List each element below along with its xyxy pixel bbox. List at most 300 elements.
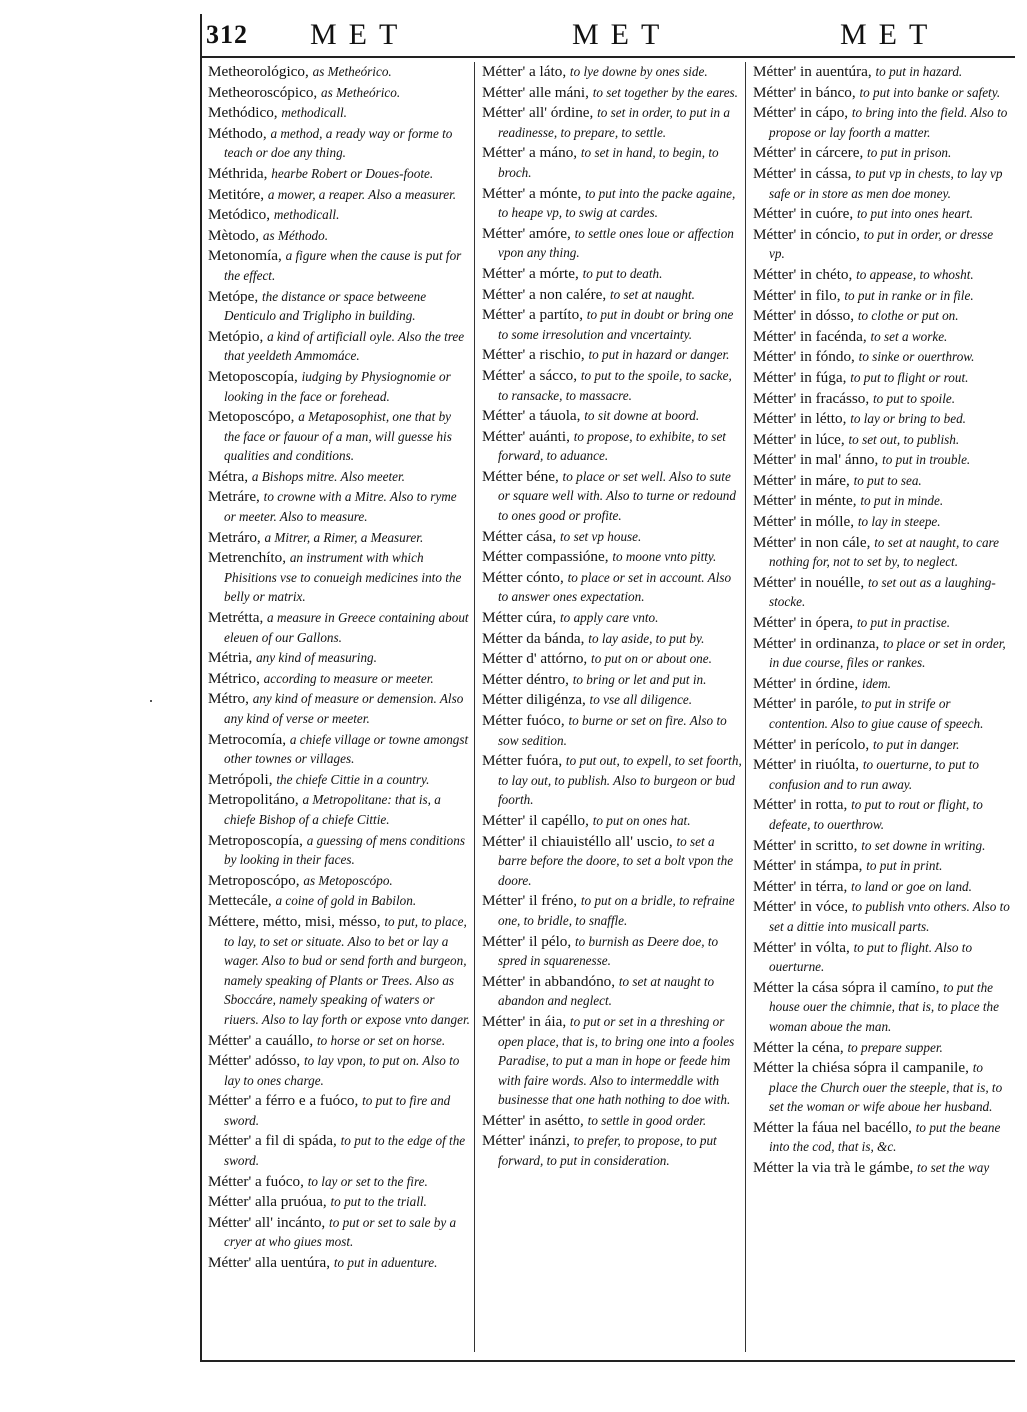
dictionary-entry bbox=[753, 877, 1011, 897]
entry-headword: Métter' in facénda, bbox=[753, 327, 867, 345]
dictionary-entry bbox=[753, 62, 1011, 82]
entry-definition: a Metropolitane: that is, a chiefe Bishop of a chiefe Cittie. bbox=[224, 792, 441, 827]
entry-headword: Méthrida, bbox=[208, 164, 268, 182]
entry-definition: the distance or space betweene Denticulo and Triglipho in building. bbox=[224, 288, 427, 324]
entry-headword: Métter' alle máni, bbox=[482, 83, 589, 101]
dictionary-entry bbox=[482, 1131, 742, 1170]
entry-definition: any kind of measure or demension. Also any kind of verse or meeter. bbox=[224, 691, 464, 726]
dictionary-entry bbox=[482, 305, 742, 344]
entry-definition: to place or set in order, in due course, files or rankes. bbox=[769, 635, 1006, 671]
dictionary-entry bbox=[208, 185, 470, 205]
dictionary-entry bbox=[208, 730, 470, 769]
entry-definition: to put in trouble. bbox=[882, 452, 971, 468]
dictionary-entry bbox=[208, 689, 470, 728]
dictionary-entry bbox=[208, 246, 470, 285]
entry-headword: Métter' in perícolo, bbox=[753, 735, 870, 753]
entry-headword: Métter la via trà le gámbe, bbox=[753, 1159, 914, 1177]
dictionary-entry bbox=[208, 62, 470, 82]
entry-definition: to put to the spoile, to sacke, to ransacke, to massacre. bbox=[498, 367, 732, 403]
entry-headword: Métter' in stámpa, bbox=[753, 857, 863, 875]
entry-headword: Methódico, bbox=[208, 104, 278, 122]
entry-headword: Métter diligénza, bbox=[482, 691, 586, 709]
dictionary-entry bbox=[208, 1051, 470, 1090]
dictionary-entry bbox=[482, 608, 742, 628]
entry-headword: Métter compassióne, bbox=[482, 548, 609, 566]
entry-headword: Métter' in máre, bbox=[753, 471, 850, 489]
entry-definition: a measure in Greece containing about eleuen of our Gallons. bbox=[224, 610, 469, 645]
dictionary-entry bbox=[208, 891, 470, 911]
entry-definition: to put to flight or rout. bbox=[850, 369, 969, 385]
entry-definition: a method, a ready way or forme to teach or doe any thing. bbox=[224, 125, 453, 161]
dictionary-entry bbox=[482, 1012, 742, 1110]
dictionary-entry bbox=[482, 547, 742, 567]
entry-definition: methodicall. bbox=[281, 105, 347, 121]
entry-headword: Métria, bbox=[208, 649, 253, 667]
dictionary-entry bbox=[482, 972, 742, 1011]
dictionary-entry bbox=[482, 1111, 742, 1131]
entry-definition: to prefer, to propose, to put forward, to put in consideration. bbox=[498, 1133, 717, 1169]
entry-headword: Métter' in ópera, bbox=[753, 614, 854, 632]
entry-headword: Métter' in cóncio, bbox=[753, 225, 860, 243]
entry-definition: to put into banke or safety. bbox=[859, 84, 1001, 100]
entry-headword: Métter' in dósso, bbox=[753, 307, 855, 325]
dictionary-entry bbox=[208, 487, 470, 526]
entry-headword: Metópe, bbox=[208, 287, 259, 305]
dictionary-entry bbox=[208, 287, 470, 326]
entry-definition: to put or set to sale by a cryer at who giues most. bbox=[224, 1214, 457, 1250]
column-divider bbox=[745, 62, 746, 1352]
entry-definition: to settle in good order. bbox=[587, 1112, 707, 1128]
entry-headword: Métter cónto, bbox=[482, 568, 564, 586]
entry-headword: Métter' amóre, bbox=[482, 224, 571, 242]
dictionary-entry bbox=[208, 226, 470, 246]
entry-headword: Métter' a non calére, bbox=[482, 285, 607, 303]
entry-definition: to set downe in writing. bbox=[861, 837, 986, 853]
entry-definition: to put to rout or flight, to defeate, to ouerthrow. bbox=[769, 797, 983, 832]
entry-headword: Metópio, bbox=[208, 327, 264, 345]
entry-headword: Métter' in cárcere, bbox=[753, 144, 864, 162]
entry-headword: Métter' in nouélle, bbox=[753, 573, 865, 591]
dictionary-entry bbox=[208, 205, 470, 225]
dictionary-entry bbox=[753, 897, 1011, 936]
entry-headword: Métrico, bbox=[208, 669, 260, 687]
dictionary-entry bbox=[753, 450, 1011, 470]
dictionary-entry bbox=[482, 527, 742, 547]
bottom-rule bbox=[200, 1360, 1015, 1362]
entry-headword: Métter' a fuóco, bbox=[208, 1172, 304, 1190]
entry-definition: to put to death. bbox=[582, 265, 663, 281]
entry-definition: to put on or about one. bbox=[591, 651, 712, 667]
entry-headword: Métter' a sácco, bbox=[482, 366, 578, 384]
entry-headword: Métter' in mólle, bbox=[753, 513, 855, 531]
entry-headword: Métter' a láto, bbox=[482, 63, 567, 80]
entry-headword: Méthodo, bbox=[208, 124, 267, 142]
entry-headword: Metráro, bbox=[208, 528, 261, 546]
dictionary-entry bbox=[482, 285, 742, 305]
dictionary-entry bbox=[482, 467, 742, 526]
entry-headword: Metroposcopía, bbox=[208, 831, 303, 849]
entry-definition: to lay vpon, to put on. Also to lay to ones charge. bbox=[224, 1053, 460, 1088]
entry-definition: to place the Church ouer the steeple, that is, to set the woman or wife aboue her husband. bbox=[769, 1060, 1003, 1115]
entry-definition: to set vp house. bbox=[560, 528, 642, 544]
entry-definition: to lay or set to the fire. bbox=[307, 1173, 428, 1189]
entry-definition: to put in ranke or in file. bbox=[844, 287, 974, 303]
entry-definition: as Metheórico. bbox=[312, 64, 392, 79]
entry-definition: to ouerturne, to put to confusion and to run away. bbox=[769, 757, 979, 792]
column-divider bbox=[474, 62, 475, 1352]
entry-definition: to lay in steepe. bbox=[857, 514, 941, 530]
dictionary-entry bbox=[753, 978, 1011, 1037]
entry-definition: the chiefe Cittie in a country. bbox=[276, 771, 430, 787]
dictionary-entry bbox=[753, 1158, 1011, 1178]
dictionary-entry bbox=[753, 1058, 1011, 1117]
dictionary-entry bbox=[753, 573, 1011, 612]
entry-definition: a guessing of mens conditions by looking in their faces. bbox=[224, 832, 465, 868]
entry-headword: Métter' in lúce, bbox=[753, 430, 845, 448]
entry-headword: Métter' in abbandóno, bbox=[482, 972, 616, 990]
entry-definition: a figure when the cause is put for the effect. bbox=[224, 248, 462, 283]
dictionary-entry bbox=[482, 832, 742, 891]
entry-definition: to put in aduenture. bbox=[333, 1255, 438, 1271]
entry-headword: Métter' a mórte, bbox=[482, 264, 579, 282]
entry-definition: to put to sea. bbox=[853, 472, 922, 488]
entry-definition: to set a worke. bbox=[870, 328, 948, 344]
entry-headword: Métter' a fil di spáda, bbox=[208, 1132, 337, 1150]
dictionary-entry bbox=[753, 409, 1011, 429]
dictionary-entry bbox=[208, 648, 470, 668]
entry-headword: Metroposcópo, bbox=[208, 871, 300, 889]
entry-headword: Metoposcópo, bbox=[208, 408, 295, 426]
dictionary-entry bbox=[482, 345, 742, 365]
entry-definition: to set the way bbox=[917, 1160, 990, 1176]
entry-headword: Metropolitáno, bbox=[208, 791, 299, 809]
entry-headword: Metrenchíto, bbox=[208, 549, 287, 567]
entry-definition: to put or set in a threshing or open place, that is, to bring one into a fooles Paradise, to put a man in hope or feede him with faire words. Also to intermeddle with businesse that one hath nothing to doe with. bbox=[498, 1013, 735, 1108]
entry-headword: Metheorológico, bbox=[208, 63, 309, 80]
entry-definition: to put in prison. bbox=[867, 145, 952, 161]
entry-definition: to put in danger. bbox=[872, 736, 960, 752]
entry-headword: Metráre, bbox=[208, 488, 260, 506]
dictionary-entry bbox=[208, 83, 470, 103]
dictionary-entry bbox=[753, 430, 1011, 450]
dictionary-entry bbox=[482, 224, 742, 263]
entry-definition: to set together by the eares. bbox=[592, 84, 738, 100]
dictionary-entry bbox=[208, 871, 470, 891]
dictionary-entry bbox=[208, 367, 470, 406]
entry-definition: a kind of artificiall oyle. Also the tree that yeeldeth Ammomáce. bbox=[224, 328, 465, 364]
dictionary-entry bbox=[753, 143, 1011, 163]
entry-headword: Métter' il pélo, bbox=[482, 932, 572, 950]
entry-headword: Métter' in bánco, bbox=[753, 83, 856, 101]
entry-definition: to moone vnto pitty. bbox=[612, 549, 717, 565]
running-head-left: MET bbox=[310, 18, 410, 51]
dictionary-entry bbox=[753, 347, 1011, 367]
entry-definition: to place or set in account. Also to answer ones expectation. bbox=[498, 569, 732, 605]
dictionary-entry bbox=[208, 1213, 470, 1252]
dictionary-entry bbox=[753, 795, 1011, 834]
entry-headword: Métter la fáua nel bacéllo, bbox=[753, 1118, 912, 1136]
dictionary-entry bbox=[208, 103, 470, 123]
entry-definition: as Metoposcópo. bbox=[303, 872, 393, 888]
dictionary-entry bbox=[482, 670, 742, 690]
dictionary-entry bbox=[753, 306, 1011, 326]
entry-definition: to lay or bring to bed. bbox=[850, 411, 966, 427]
dictionary-entry bbox=[753, 836, 1011, 856]
entry-definition: idem. bbox=[862, 675, 891, 691]
dictionary-entry bbox=[482, 184, 742, 223]
entry-headword: Métter' a táuola, bbox=[482, 407, 581, 425]
entry-headword: Metrópoli, bbox=[208, 770, 273, 788]
entry-headword: Métter' in filo, bbox=[753, 286, 841, 304]
entry-definition: a Metaposophist, one that by the face or fauour of a man, will guesse his qualities and conditions. bbox=[224, 409, 452, 464]
entry-definition: to put on a bridle, to refraine one, to bridle, to snaffle. bbox=[498, 893, 735, 928]
entry-headword: Métter' in cássa, bbox=[753, 164, 852, 182]
entry-headword: Métter fuóra, bbox=[482, 752, 563, 770]
entry-headword: Métter' in non cále, bbox=[753, 533, 871, 551]
entry-definition: to put in doubt or bring one to some irresolution and vncertainty. bbox=[498, 307, 734, 342]
dictionary-entry bbox=[753, 512, 1011, 532]
entry-definition: to put to the edge of the sword. bbox=[224, 1133, 466, 1169]
entry-headword: Métter' inánzi, bbox=[482, 1132, 570, 1150]
dictionary-entry bbox=[753, 735, 1011, 755]
entry-headword: Métter déntro, bbox=[482, 670, 569, 688]
entry-definition: to put to flight. Also to ouerturne. bbox=[769, 939, 973, 975]
entry-definition: to vse all diligence. bbox=[589, 692, 693, 708]
ink-speck bbox=[150, 700, 152, 702]
dictionary-entry bbox=[208, 770, 470, 790]
entry-headword: Métter' auánti, bbox=[482, 427, 570, 445]
dictionary-entry bbox=[753, 327, 1011, 347]
entry-definition: to put in minde. bbox=[860, 493, 944, 509]
entry-definition: to bring or let and put in. bbox=[572, 671, 707, 687]
entry-definition: to set at naught. bbox=[609, 286, 695, 302]
entry-headword: Métter' in scritto, bbox=[753, 836, 858, 854]
entry-definition: to put on ones hat. bbox=[592, 812, 691, 828]
entry-headword: Métter da bánda, bbox=[482, 629, 585, 647]
entry-headword: Métter' il capéllo, bbox=[482, 811, 589, 829]
entry-headword: Métter' in rotta, bbox=[753, 796, 848, 814]
entry-definition: to horse or set on horse. bbox=[317, 1032, 446, 1048]
entry-headword: Métter' in vóce, bbox=[753, 898, 849, 916]
entry-definition: iudging by Physiognomie or looking in the face or forehead. bbox=[224, 368, 451, 404]
entry-definition: to appease, to whosht. bbox=[856, 266, 974, 282]
entry-headword: Métter' a máno, bbox=[482, 144, 578, 162]
entry-headword: Métter d' attórno, bbox=[482, 650, 588, 668]
dictionary-entry bbox=[753, 613, 1011, 633]
dictionary-entry bbox=[753, 389, 1011, 409]
entry-definition: to bring into the field. Also to propose or lay foorth a matter. bbox=[769, 105, 1008, 140]
dictionary-entry bbox=[753, 533, 1011, 572]
entry-definition: an instrument with which Phisitions vse to conueigh medicines into the belly or matrix. bbox=[224, 550, 462, 605]
dictionary-entry bbox=[753, 491, 1011, 511]
entry-headword: Métter' in fracásso, bbox=[753, 389, 870, 407]
dictionary-entry bbox=[208, 548, 470, 607]
entry-headword: Métter' all' órdine, bbox=[482, 104, 594, 122]
entry-definition: to lay aside, to put by. bbox=[588, 630, 705, 646]
dictionary-entry bbox=[753, 225, 1011, 264]
entry-headword: Métter béne, bbox=[482, 467, 559, 485]
dictionary-entry bbox=[482, 264, 742, 284]
entry-definition: as Méthodo. bbox=[262, 227, 329, 243]
dictionary-entry bbox=[208, 790, 470, 829]
entry-headword: Métter' in órdine, bbox=[753, 674, 859, 692]
dictionary-entry bbox=[482, 751, 742, 810]
dictionary-entry bbox=[482, 427, 742, 466]
entry-headword: Mètodo, bbox=[208, 226, 260, 244]
entry-headword: Métter' in chéto, bbox=[753, 265, 853, 283]
dictionary-entry bbox=[482, 568, 742, 607]
entry-definition: to put to spoile. bbox=[872, 390, 956, 406]
entry-definition: to settle ones loue or affection vpon any thing. bbox=[498, 225, 734, 261]
dictionary-entry bbox=[753, 938, 1011, 977]
entry-headword: Métter' in létto, bbox=[753, 410, 847, 428]
dictionary-entry bbox=[482, 406, 742, 426]
dictionary-entry bbox=[208, 467, 470, 487]
entry-definition: according to measure or meeter. bbox=[263, 670, 434, 686]
entry-definition: to burnish as Deere doe, to spred in squarenesse. bbox=[498, 933, 719, 969]
dictionary-entry bbox=[208, 831, 470, 870]
entry-definition: to put to fire and sword. bbox=[224, 1093, 451, 1128]
dictionary-entry bbox=[753, 694, 1011, 733]
entry-definition: to publish vnto others. Also to set a dittie into musicall parts. bbox=[769, 899, 1010, 934]
entry-definition: to put in strife or contention. Also to giue cause of speech. bbox=[769, 696, 984, 731]
dictionary-entry bbox=[208, 1131, 470, 1170]
dictionary-entry bbox=[482, 366, 742, 405]
entry-headword: Métter' in mal' ánno, bbox=[753, 451, 879, 469]
left-border-rule bbox=[200, 14, 202, 1362]
entry-headword: Métra, bbox=[208, 467, 249, 485]
dictionary-entry bbox=[482, 891, 742, 930]
dictionary-entry bbox=[482, 811, 742, 831]
entry-headword: Métter' alla uentúra, bbox=[208, 1254, 331, 1272]
entry-headword: Métter' in auentúra, bbox=[753, 63, 872, 80]
entry-headword: Métter fuóco, bbox=[482, 712, 565, 729]
entry-definition: a mower, a reaper. Also a measurer. bbox=[267, 186, 457, 202]
entry-definition: to set at naught, to care nothing for, not to set by, to neglect. bbox=[769, 534, 1000, 570]
dictionary-entry bbox=[753, 265, 1011, 285]
entry-definition: to set in hand, to begin, to broch. bbox=[498, 145, 719, 180]
entry-headword: Métro, bbox=[208, 690, 249, 708]
running-head-right: MET bbox=[840, 18, 940, 51]
entry-headword: Mettecále, bbox=[208, 892, 272, 910]
entry-definition: to clothe or put on. bbox=[857, 308, 959, 324]
entry-headword: Métter' in cápo, bbox=[753, 104, 849, 122]
entry-definition: to prepare supper. bbox=[847, 1039, 943, 1055]
entry-headword: Métter' il chiauistéllo all' uscio, bbox=[482, 832, 673, 850]
dictionary-entry bbox=[753, 204, 1011, 224]
entry-headword: Métter' a cauállo, bbox=[208, 1031, 314, 1049]
dictionary-entry bbox=[753, 286, 1011, 306]
dictionary-entry bbox=[208, 1172, 470, 1192]
dictionary-entry bbox=[208, 164, 470, 184]
running-head-center: MET bbox=[572, 18, 672, 51]
entry-definition: to burne or set on fire. Also to sow sedition. bbox=[498, 713, 727, 748]
dictionary-entry bbox=[482, 711, 742, 750]
entry-headword: Métter' in asétto, bbox=[482, 1111, 584, 1129]
entry-headword: Métter cása, bbox=[482, 527, 557, 545]
entry-definition: to set at naught to abandon and neglect. bbox=[498, 973, 715, 1009]
entry-definition: to put the beane into the cod, that is, &c. bbox=[769, 1119, 1001, 1155]
entry-definition: to set out as a laughing-stocke. bbox=[769, 574, 996, 610]
entry-headword: Métter' in cuóre, bbox=[753, 205, 854, 223]
dictionary-entry bbox=[753, 164, 1011, 203]
entry-headword: Métter' in ménte, bbox=[753, 492, 857, 510]
dictionary-entry bbox=[208, 528, 470, 548]
entry-definition: any kind of measuring. bbox=[256, 650, 377, 666]
entry-headword: Métter' a rischio, bbox=[482, 346, 585, 364]
entry-headword: Metrétta, bbox=[208, 609, 264, 627]
entry-definition: to put in practise. bbox=[856, 615, 950, 631]
entry-headword: Méttere, métto, misi, mésso, bbox=[208, 912, 381, 930]
dictionary-entry bbox=[208, 124, 470, 163]
entry-headword: Métter' all' incánto, bbox=[208, 1213, 326, 1231]
entry-definition: hearbe Robert or Doues-foote. bbox=[271, 165, 434, 181]
entry-headword: Métter cúra, bbox=[482, 609, 557, 627]
page-number: 312 bbox=[206, 20, 248, 49]
entry-definition: to put in hazard or danger. bbox=[588, 347, 730, 363]
entry-definition: to put into the packe againe, to heape vp, to swig at cardes. bbox=[498, 185, 736, 221]
entry-headword: Métter' in paróle, bbox=[753, 695, 858, 713]
dictionary-entry bbox=[208, 407, 470, 466]
entry-headword: Métter' a mónte, bbox=[482, 184, 582, 202]
header-rule bbox=[200, 56, 1015, 58]
entry-definition: a Bishops mitre. Also meeter. bbox=[251, 468, 405, 484]
entry-definition: to set in order, to put in a readinesse, to prepare, to settle. bbox=[498, 105, 730, 140]
entry-headword: Métter' alla pruóua, bbox=[208, 1193, 327, 1211]
entry-headword: Métter' in ordinanza, bbox=[753, 634, 880, 652]
entry-headword: Métter' in áia, bbox=[482, 1012, 567, 1030]
entry-definition: to lye downe by ones side. bbox=[569, 64, 708, 79]
dictionary-entry bbox=[482, 62, 742, 82]
dictionary-entry bbox=[753, 856, 1011, 876]
entry-definition: methodicall. bbox=[273, 207, 340, 223]
entry-headword: Métter' il fréno, bbox=[482, 892, 578, 910]
dictionary-entry bbox=[208, 608, 470, 647]
entry-definition: a chiefe village or towne amongst other townes or villages. bbox=[224, 731, 469, 767]
dictionary-entry bbox=[208, 912, 470, 1030]
entry-headword: Métter' adósso, bbox=[208, 1052, 301, 1070]
dictionary-column-2 bbox=[482, 62, 742, 1352]
entry-headword: Métter' a férro e a fuóco, bbox=[208, 1092, 359, 1110]
dictionary-entry bbox=[208, 327, 470, 366]
dictionary-entry bbox=[482, 690, 742, 710]
dictionary-entry bbox=[482, 932, 742, 971]
entry-headword: Métter' in fúga, bbox=[753, 368, 847, 386]
entry-headword: Métter la chiésa sópra il campanile, bbox=[753, 1059, 969, 1077]
entry-definition: to put, to place, to lay, to set or situate. Also to bet or lay a wager. Also to bud or send forth and burgeon, namely speaking of Plants or Trees. Also as Sboccáre, namely speaking of waters or riuers. Also to lay forth or expose vnto danger. bbox=[224, 913, 470, 1027]
dictionary-entry bbox=[482, 649, 742, 669]
entry-headword: Metoposcopía, bbox=[208, 367, 298, 385]
entry-definition: to propose, to exhibite, to set forward, to aduance. bbox=[498, 428, 726, 464]
entry-headword: Metrocomía, bbox=[208, 730, 287, 748]
entry-definition: as Metheórico. bbox=[321, 84, 401, 100]
entry-definition: to put out, to expell, to set foorth, to lay out, to publish. Also to burgeon or bud foorth. bbox=[498, 753, 742, 808]
entry-definition: to set a barre before the doore, to set a bolt vpon the doore. bbox=[498, 833, 734, 888]
dictionary-column-1 bbox=[208, 62, 470, 1352]
dictionary-entry bbox=[753, 103, 1011, 142]
running-header bbox=[200, 14, 1015, 54]
entry-definition: to put vp in chests, to lay vp safe or in store as men doe money. bbox=[769, 165, 1003, 201]
dictionary-entry bbox=[753, 1118, 1011, 1157]
entry-headword: Métter la céna, bbox=[753, 1038, 844, 1056]
entry-definition: to land or goe on land. bbox=[851, 878, 972, 894]
entry-headword: Metitóre, bbox=[208, 185, 265, 203]
dictionary-entry bbox=[208, 1192, 470, 1212]
entry-definition: to crowne with a Mitre. Also to ryme or meeter. Also to measure. bbox=[224, 489, 457, 525]
dictionary-entry bbox=[753, 368, 1011, 388]
entry-headword: Métter' in vólta, bbox=[753, 938, 850, 956]
dictionary-entry bbox=[753, 83, 1011, 103]
